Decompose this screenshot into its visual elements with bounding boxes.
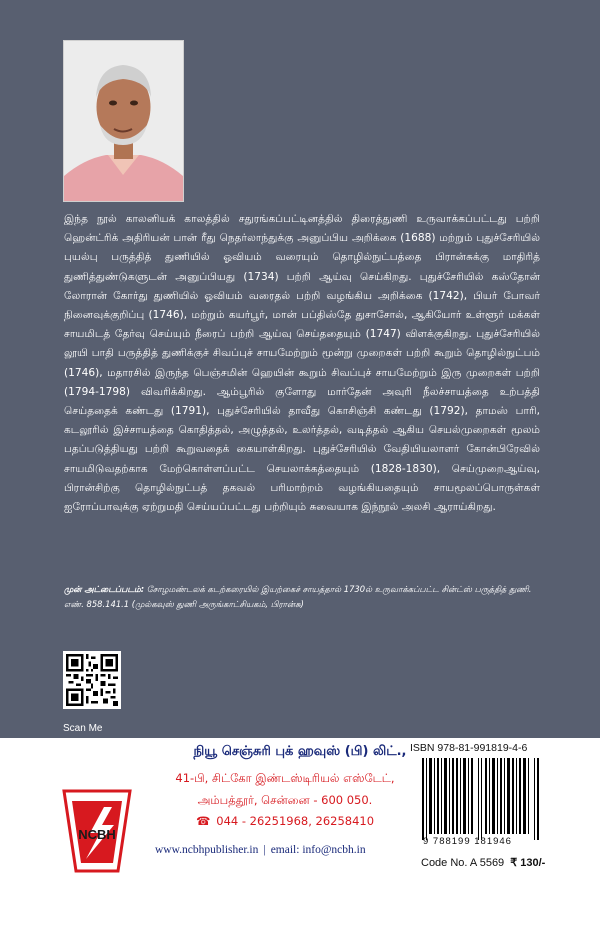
publisher-address-line-1: 41-பி, சிட்கோ இண்டஸ்டிரியல் எஸ்டேட்,: [175, 771, 395, 785]
publisher-phone: [150, 814, 420, 828]
ncbh-logo-icon: [56, 787, 136, 875]
author-photo: [63, 40, 184, 202]
isbn-label: ISBN 978-81-991819-4-6: [410, 742, 528, 754]
price: ₹ 130/-: [510, 857, 546, 869]
publisher-web: [155, 844, 366, 856]
code-and-price: [421, 856, 545, 869]
website-link[interactable]: www.ncbhpublisher.in: [155, 844, 259, 856]
separator: |: [263, 844, 266, 856]
qr-code-icon: [66, 654, 118, 706]
code-number: Code No. A 5569: [421, 857, 505, 869]
publisher-name: நியூ செஞ்சுரி புக் ஹவுஸ் (பி) லிட்.,: [193, 744, 407, 759]
publisher-footer: [0, 738, 600, 927]
cover-note-text: சோழமண்டலக் கடற்கரையில் இயற்கைச் சாயத்தால் 1730ல் உருவாக்கப்பட்ட சின்ட்ஸ் பருத்தித் துணி. எண். 858.141.1 (முல்கவுஸ் துணி அருங்காட்சியகம், பிரான்சு): [64, 584, 532, 609]
cover-note-lead: முன் அட்டைப்படம்:: [64, 584, 145, 594]
book-description: இந்த நூல் காலனியக் காலத்தில் சதுரங்கப்பட்டினத்தில் திரைத்துணி உருவாக்கப்பட்டது பற்றி ஹென்ட்ரிக் அதிரியன் பான் ரீது நெதர்லாந்துக்கு அனுப்பிய அறிக்கை (1688) மற்றும் புதுச்சேரியில் புயல்பு பருத்தித் துணியில் ஓவியம் வரையும் தொழில்நுட்பத்தை பிரான்சுக்கு மாதிரித் துணித்துண்டுகளுடன் அனுப்பியது (1734) பற்றி ஆய்வு செய்கிறது. புதுச்சேரியில் கஸ்தோன் லோரான் கோர்து துணியில் ஓவியம் வரைதல் பற்றி வழங்கிய அறிக்கை (1742), பியர் போவர் நினைவுக்குறிப்பு (1746), மற்றும் கயர்பூர், மான் பப்திஸ்தே துசாசோல், ஆகியோர் உள்ளூர் மக்கள் சாயமிடத் தேர்வு செய்யும் நீரைப் பற்றி ஆய்வு செய்ததையும் (1747) விளக்குகிறது. புதுச்சேரியில் லூயி பாதி பருத்தித் துணிக்குச் சிவப்புச் சாயமேற்றும் மூன்று முறைகள் பற்றி கூறும் தொழில்நுட்பம் (1746), மதாரசில் இருந்த பெஞ்சமின் ஹெயின் கூறும் சிவப்புச் சாயமேற்றும் இரு முறைகள் பற்றி (1794-1798) விவரிக்கிறது. ஆம்பூரில் குளோது மார்தேன் அவுரி நீலச்சாயத்தை உற்பத்தி செய்ததைக் கண்டது (1791), புதுச்சேரியில் தாவீது கொசிஞ்சி கண்டது (1792), தாமஸ் பாரி, கடலூரில் இச்சாயத்தை கொதித்தல், அழுத்தல், உலர்த்தல், வடித்தல் ஆகிய செயல்முறைகள் மூலம் பதப்படுத்தியது பற்றி கூறுவதைக் கையாள்கிறது. புதுச்சேரியில் வேதியியலாளர் கோன்பிரேவில் சாயமிடுவதற்காக மேற்கொள்ளப்பட்ட செயலாக்கத்தையும் (1828-1830), செய்முறைஆய்வு, பிரான்சிற்கு தொழில்நுட்பத் தகவல் பரிமாற்றம் வழங்கியதையும் சாயமூலப்பொருள்கள் ஐரோப்பாவுக்கு ஏற்றுமதி செய்யப்பட்டது பற்றியும் சுவையாக இந்நூல் அலசி ஆராய்கிறது.: [64, 213, 540, 514]
cover-image-credit: [64, 582, 544, 612]
email-link[interactable]: email: info@ncbh.in: [270, 844, 366, 856]
telephone-icon: ☎: [195, 814, 211, 828]
logo-text: NCBH: [78, 827, 116, 842]
barcode-icon: [420, 758, 550, 842]
qr-code[interactable]: [63, 651, 121, 709]
phone-numbers: 044 - 26251968, 26258410: [216, 814, 375, 828]
barcode-digits: 9 788199 181946: [423, 836, 512, 847]
publisher-logo: [56, 787, 136, 875]
qr-label: Scan Me: [63, 723, 103, 734]
publisher-address-line-2: அம்பத்தூர், சென்னை - 600 050.: [197, 793, 373, 807]
author-portrait-icon: [64, 41, 183, 201]
